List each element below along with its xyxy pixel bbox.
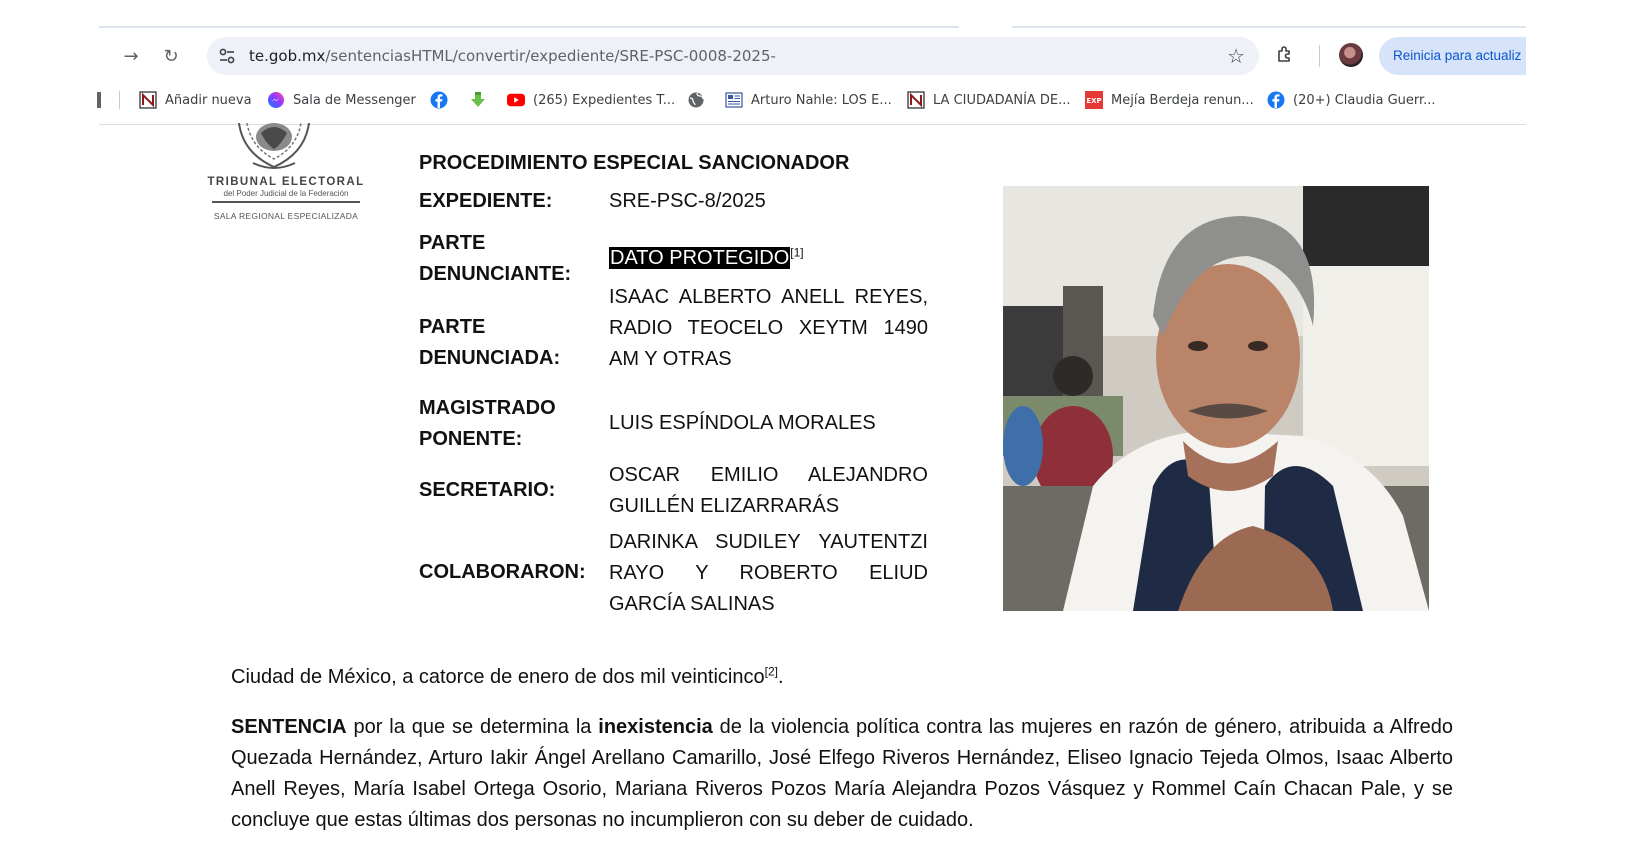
inexistencia-keyword: inexistencia [598,716,713,738]
facebook-icon [1267,91,1285,109]
globe-icon [687,91,705,109]
facebook-icon [430,91,448,109]
bookmark-item[interactable] [725,89,892,111]
bookmark-label: Sala de Messenger [293,92,416,108]
bookmark-item[interactable] [687,89,713,111]
address-bar[interactable] [207,37,1259,75]
expediente-value: SRE-PSC-8/2025 [609,190,766,212]
magistrado-label [419,393,556,455]
brand-n-icon [139,91,157,109]
profile-avatar[interactable] [1339,43,1363,67]
sentencia-text-rest: de la violencia política contra las mujeres en razón de género, atribuida a Alfredo Quezada Hernández, Arturo Iakir Ángel Arellano Camarillo, José Elfego Riveros Hernández, Eliseo Ignacio Tejeda Olmos, Isaac Alberto Anell Reyes, María Isabel Ortega Osorio, Mariana Riveros Pozos María Alejandra Pozos Vásquez y Rommel Caín Chacan Pale, y se concluye que estas últimas dos personas no incumplieron con su deber de cuidado. [231,716,1453,831]
denunciante-value [609,243,928,274]
bookmark-item[interactable] [1267,89,1436,111]
svg-text:EXP: EXP [1086,97,1102,105]
colaboraron-label: COLABORARON: [419,561,586,583]
denunciante-label [419,228,571,290]
tab-strip-gap [959,26,1012,29]
document-page [0,123,1640,856]
denunciante-label-line: PARTE [419,232,486,254]
forward-icon[interactable]: → [123,45,139,67]
brand-n-icon [907,91,925,109]
bookmarks-separator [119,89,120,111]
download-arrow-icon [469,91,487,109]
denunciada-value-line: ISAAC ALBERTO ANELL REYES, [609,286,928,308]
sentencia-text: por la que se determina la [346,716,599,738]
apps-shortcut-icon[interactable] [97,89,101,111]
browser-toolbar [99,26,1526,122]
tribunal-logo [188,123,384,241]
site-settings-icon[interactable] [217,46,237,66]
denunciada-value-line: AM Y OTRAS [609,348,732,370]
denunciada-label-line: DENUNCIADA: [419,347,561,369]
bookmark-item[interactable] [1085,89,1254,111]
url-text[interactable] [249,47,776,65]
url-path: /sentenciasHTML/convertir/expediente/SRE-PSC-0008-2025- [325,47,776,65]
secretario-label: SECRETARIO: [419,479,556,501]
bookmark-label: Arturo Nahle: LOS E... [751,92,892,108]
exp-icon [1085,91,1103,109]
sentencia-keyword: SENTENCIA [231,716,347,738]
bookmark-label: (20+) Claudia Guerr... [1293,92,1436,108]
secretario-value-line: OSCAR EMILIO ALEJANDRO [609,464,928,486]
bookmark-item[interactable] [507,89,675,111]
portrait-illustration [1003,186,1429,611]
protected-data-redaction: DATO PROTEGIDO [610,247,790,269]
seal-chamber: SALA REGIONAL ESPECIALIZADA [213,211,359,221]
magistrado-value: LUIS ESPÍNDOLA MORALES [609,412,876,434]
procedure-title: PROCEDIMIENTO ESPECIAL SANCIONADOR [419,152,850,174]
seal-title: TRIBUNAL ELECTORAL [207,176,365,188]
bookmark-label: Añadir nueva [165,92,252,108]
sentencia-paragraph [231,712,1453,836]
colaboraron-value-line: GARCÍA SALINAS [609,593,775,615]
seal-divider [212,201,360,203]
youtube-icon [507,91,525,109]
bookmark-label: LA CIUDADANÍA DE... [933,92,1071,108]
bookmark-label: Mejía Berdeja renun... [1111,92,1254,108]
footnote-ref[interactable]: [2] [764,664,778,679]
secretario-value-line: GUILLÉN ELIZARRARÁS [609,495,840,517]
bookmark-item[interactable] [267,89,416,111]
bookmark-item[interactable] [139,89,252,111]
date-end: . [777,666,784,688]
colaboraron-value [609,527,928,620]
magistrado-label-line: PONENTE: [419,428,523,450]
person-photo [1003,186,1429,611]
footnote-ref[interactable]: [1] [790,245,804,260]
denunciada-value [609,282,928,375]
expediente-label: EXPEDIENTE: [419,190,553,212]
date-paragraph [231,662,1453,693]
seal-subtitle: del Poder Judicial de la Federación [223,189,349,198]
news-icon [725,91,743,109]
reload-icon[interactable]: ↻ [163,45,179,67]
colaboraron-value-line: RAYO Y ROBERTO ELIUD [609,562,928,584]
date-text: Ciudad de México, a catorce de enero de dos mil veinticinco [231,666,765,688]
bookmark-item[interactable] [469,89,495,111]
denunciada-label-line: PARTE [419,316,486,338]
bookmark-star-icon[interactable]: ☆ [1227,44,1245,68]
denunciante-label-line: DENUNCIANTE: [419,263,572,285]
secretario-value [609,460,928,522]
url-host: te.gob.mx [249,47,326,65]
bookmarks-bar [99,86,1526,114]
denunciada-value-line: RADIO TEOCELO XEYTM 1490 [609,317,928,339]
bookmark-item[interactable] [430,89,456,111]
denunciada-label [419,312,560,374]
messenger-icon [267,91,285,109]
extensions-icon[interactable] [1275,44,1295,64]
bookmark-item[interactable] [907,89,1071,111]
colaboraron-value-line: DARINKA SUDILEY YAUTENTZI [609,531,928,553]
relaunch-update-button[interactable]: Reinicia para actualiz [1379,37,1526,75]
bookmark-label: (265) Expedientes T... [533,92,676,108]
magistrado-label-line: MAGISTRADO [419,397,556,419]
toolbar-separator [1319,45,1320,67]
mexican-coat-of-arms-icon [233,123,315,171]
